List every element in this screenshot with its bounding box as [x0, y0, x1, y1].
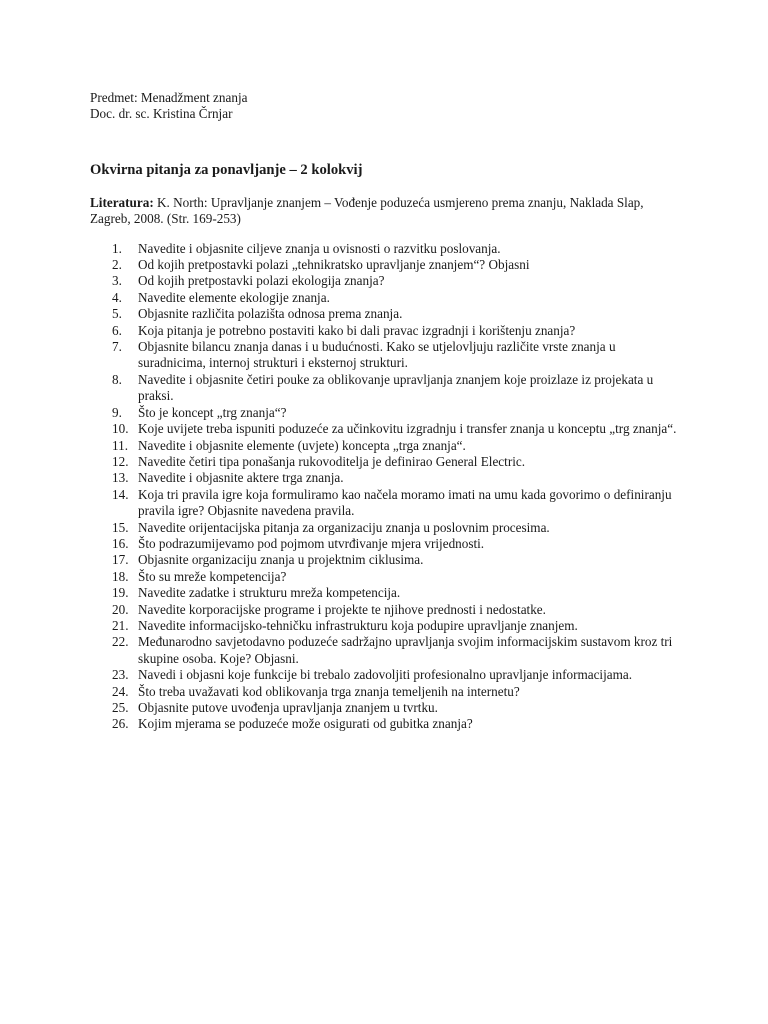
question-number: 20. [112, 601, 129, 617]
question-item [90, 257, 680, 273]
question-number: 9. [112, 404, 122, 420]
question-number: 2. [112, 257, 122, 273]
question-item [90, 470, 680, 486]
question-text: Navedite elemente ekologije znanja. [138, 289, 330, 305]
question-number: 25. [112, 700, 129, 715]
question-item [90, 520, 680, 536]
question-number: 26. [112, 716, 129, 732]
question-item [90, 438, 680, 454]
question-text: Koja tri pravila igre koja formuliramo kao načela moramo imati na umu kada govorimo o definiranju pravila igre? Objasnite navedena pravila. [138, 486, 672, 519]
question-text: Navedite zadatke i strukturu mreža kompetencija. [138, 585, 401, 601]
question-item [90, 339, 680, 372]
question-number: 7. [112, 339, 122, 355]
question-text: Navedite četiri tipa ponašanja rukovoditelja je definirao General Electric. [138, 453, 526, 469]
document-title: Okvirna pitanja za ponavljanje – 2 kolokvij [90, 161, 363, 178]
question-text: Koje uvijete treba ispuniti poduzeće za učinkovitu izgradnju i transfer znanja u konceptu „trg znanja“. [138, 421, 677, 437]
question-item [90, 421, 680, 437]
question-text: Što su mreže kompetencija? [138, 568, 287, 584]
question-item [90, 602, 680, 618]
question-item [90, 716, 680, 732]
literature-text: K. North: Upravljanje znanjem – Vođenje poduzeća usmjereno prema znanju, Naklada Slap, Zagreb, 2008. (Str. 169-253) [90, 194, 644, 227]
document-page [90, 90, 680, 733]
question-number: 14. [112, 486, 129, 502]
lecturer-line: Doc. dr. sc. Kristina Črnjar [90, 106, 233, 122]
question-number: 5. [112, 306, 122, 322]
question-text: Objasnite organizaciju znanja u projektnim ciklusima. [138, 552, 424, 568]
question-item [90, 634, 680, 667]
question-number: 12. [112, 453, 129, 469]
question-number: 15. [112, 519, 129, 535]
question-item [90, 667, 680, 683]
question-text: Navedite i objasnite četiri pouke za oblikovanje upravljanja znanjem koje proizlaze iz projekata u praksi. [138, 371, 654, 404]
question-item [90, 323, 680, 339]
question-item [90, 569, 680, 585]
question-item [90, 618, 680, 634]
question-text: Što je koncept „trg znanja“? [138, 404, 287, 420]
question-text: Navedite orijentacijska pitanja za organizaciju znanja u poslovnim procesima. [138, 519, 550, 535]
question-text: Od kojih pretpostavki polazi „tehnikratsko upravljanje znanjem“? Objasni [138, 257, 530, 273]
question-item [90, 405, 680, 421]
question-item [90, 290, 680, 306]
question-text: Što treba uvažavati kod oblikovanja trga znanja temeljenih na internetu? [138, 683, 520, 699]
question-number: 19. [112, 585, 129, 601]
literature-paragraph [90, 195, 670, 228]
question-item [90, 273, 680, 289]
question-item [90, 552, 680, 568]
question-number: 17. [112, 552, 129, 568]
question-number: 22. [112, 634, 129, 650]
question-text: Od kojih pretpostavki polazi ekologija znanja? [138, 273, 385, 289]
question-item [90, 585, 680, 601]
question-item [90, 684, 680, 700]
question-item [90, 306, 680, 322]
question-item [90, 454, 680, 470]
question-number: 3. [112, 273, 122, 289]
question-number: 16. [112, 535, 129, 551]
question-text: Navedite korporacijske programe i projekte te njihove prednosti i nedostatke. [138, 601, 546, 617]
question-item [90, 700, 680, 716]
question-number: 18. [112, 568, 129, 584]
question-text: Objasnite različita polazišta odnosa prema znanja. [138, 306, 403, 322]
question-text: Što podrazumijevamo pod pojmom utvrđivanje mjera vrijednosti. [138, 535, 485, 551]
question-text: Objasnite bilancu znanja danas i u budućnosti. Kako se utjelovljuju različite vrste znanja u suradnicima, internoj strukturi i eksternoj strukturi. [138, 339, 616, 371]
question-text: Koja pitanja je potrebno postaviti kako bi dali pravac izgradnji i korištenju znanja? [138, 322, 576, 338]
question-number: 6. [112, 322, 122, 338]
question-number: 24. [112, 683, 129, 699]
question-item [90, 487, 680, 520]
question-text: Međunarodno savjetodavno poduzeće sadržajno upravljanja svojim informacijskim sustavom kroz tri skupine osoba. Koje? Objasni. [138, 634, 673, 666]
question-text: Navedite i objasnite elemente (uvjete) koncepta „trga znanja“. [138, 437, 466, 453]
question-text: Kojim mjerama se poduzeće može osigurati od gubitka znanja? [138, 716, 473, 732]
question-text: Objasnite putove uvođenja upravljanja znanjem u tvrtku. [138, 700, 438, 715]
question-number: 21. [112, 617, 129, 633]
question-item [90, 536, 680, 552]
question-number: 1. [112, 240, 122, 256]
question-text: Navedi i objasni koje funkcije bi trebalo zadovoljiti profesionalno upravljanje informacijama. [138, 667, 633, 683]
question-number: 23. [112, 667, 129, 683]
question-number: 8. [112, 371, 122, 387]
subject-line: Predmet: Menadžment znanja [90, 90, 248, 105]
question-number: 4. [112, 289, 122, 305]
question-text: Navedite i objasnite ciljeve znanja u ovisnosti o razvitku poslovanja. [138, 240, 501, 256]
question-item [90, 241, 680, 257]
question-text: Navedite informacijsko-tehničku infrastrukturu koja podupire upravljanje znanjem. [138, 617, 578, 633]
question-number: 10. [112, 421, 129, 437]
question-text: Navedite i objasnite aktere trga znanja. [138, 470, 344, 486]
question-number: 11. [112, 437, 128, 453]
literature-label: Literatura: [90, 194, 154, 210]
question-item [90, 372, 680, 405]
question-number: 13. [112, 470, 129, 486]
question-list [90, 241, 680, 733]
